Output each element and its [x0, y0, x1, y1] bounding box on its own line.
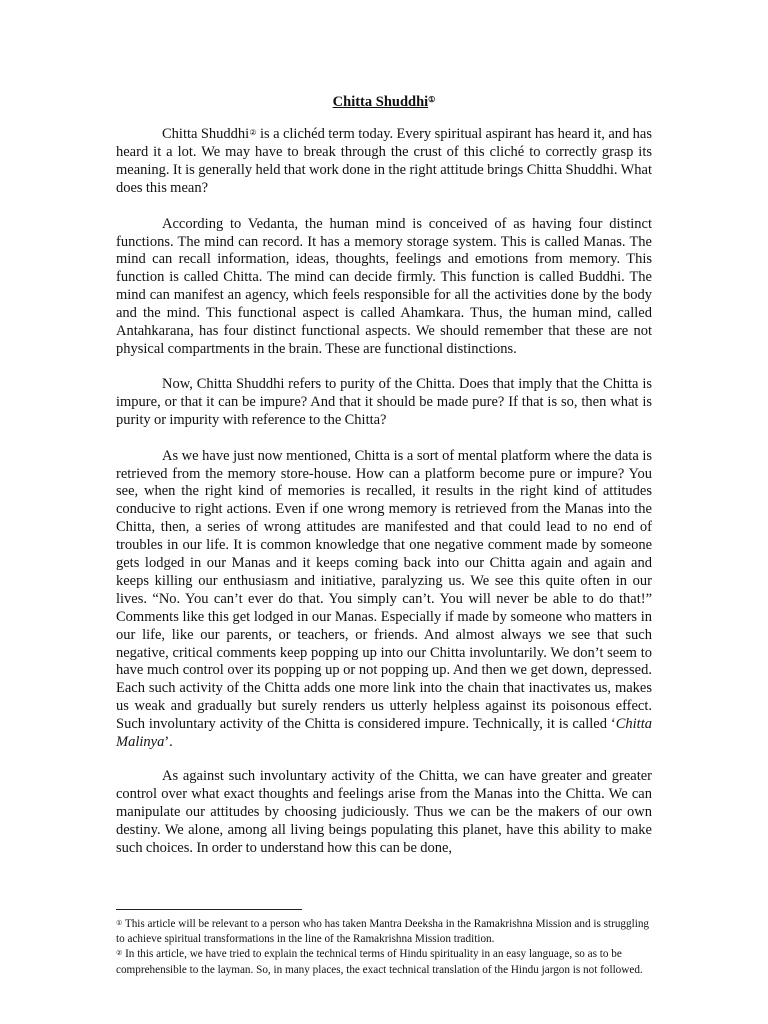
title-footnote-marker: ① [428, 95, 436, 104]
footnote-2-marker: ② [116, 949, 123, 958]
footnote-2-text: In this article, we have tried to explain the technical terms of Hindu spirituality in an easy language, so as to be comprehensible to the layman. So, in many places, the exact technical translation of the Hindu jargon is not followed. [116, 948, 643, 976]
paragraph-4-text: As we have just now mentioned, Chitta is a sort of mental platform where the data is retrieved from the memory store-house. How can a platform become pure or impure? You see, when the right kind of memories is recalled, it results in the right kind of attitudes conducive to right actions. Even if one wrong memory is retrieved from the Manas into the Chitta, then, a series of wrong attitudes are manifested and that could lead to no end of troubles in our life. It is common knowledge that one negative comment made by someone gets lodged in our Manas and it keeps coming back into our Chitta again and again and keeps killing our enthusiasm and initiative, paralyzing us. We see this quite often in our lives. “No. You can’t ever do that. You simply can’t. You will never be able to do that!” Comments like this get lodged in our Manas. Especially if made by someone who matters in our life, like our parents, or teachers, or friends. And almost always we see that such negative, critical comments keep popping up into our Chitta involuntarily. We don’t seem to have much control over its popping up or not popping up. And then we get down, depressed. Each such activity of the Chitta adds one more link into the chain that inactivates us, makes us weak and gradually but surely renders us utterly helpless against its poisonous effect. Such involuntary activity of the Chitta is considered impure. Technically, it is called ‘ [116, 447, 652, 733]
paragraph-5: As against such involuntary activity of the Chitta, we can have greater and greater control over what exact thoughts and feelings arise from the Manas into the Chitta. We can manipulate our attitudes by choosing judiciously. Thus we can be the makers of our own destiny. We alone, among all living beings populating this planet, have this ability to make such choices. In order to understand how this can be done, [116, 768, 652, 856]
paragraph-1-rest: is a clichéd term today. Every spiritual aspirant has heard it, and has heard it a lot. We may have to break through the crust of this cliché to correctly grasp its meaning. It is generally held that work done in the right attitude brings Chitta Shuddhi. What does this mean? [116, 126, 653, 196]
footnote-1-text: This article will be relevant to a person who has taken Mantra Deeksha in the Ramakrishna Mission and is struggling to achieve spiritual transformations in the line of the Ramakrishna Mission tradition. [116, 918, 650, 946]
paragraph-2: According to Vedanta, the human mind is conceived of as having four distinct functions. The mind can record. It has a memory storage system. This is called Manas. The mind can recall information, ideas, thoughts, feelings and emotions from memory. This function is called Chitta. The mind can decide firmly. This function is called Buddhi. The mind can manifest an agency, which feels responsible for all the activities done by the body and the mind. This functional aspect is called Ahamkara. Thus, the human mind, called Antahkarana, has four distinct functional aspects. We should remember that these are not physical compartments in the brain. These are functional distinctions. [116, 215, 652, 357]
page-title [0, 93, 768, 111]
paragraph-1-footnote-marker: ② [249, 128, 257, 137]
paragraph-1 [116, 126, 652, 198]
footnote-divider [116, 909, 302, 910]
paragraph-3: Now, Chitta Shuddhi refers to purity of the Chitta. Does that imply that the Chitta is impure, or that it can be impure? And that it should be made pure? If that is so, then what is purity or impurity with reference to the Chitta? [116, 375, 652, 428]
title-text: Chitta Shuddhi [332, 94, 429, 110]
paragraph-4-end: ’. [164, 734, 173, 751]
document-body [116, 126, 652, 876]
paragraph-1-lead: Chitta Shuddhi [162, 126, 250, 142]
footnotes [116, 917, 652, 978]
footnote-1 [116, 917, 652, 947]
paragraph-4 [116, 448, 652, 752]
paragraph-4-emphasis: Chitta Malinya [116, 716, 652, 751]
footnote-2 [116, 947, 652, 977]
footnote-1-marker: ① [116, 919, 123, 927]
